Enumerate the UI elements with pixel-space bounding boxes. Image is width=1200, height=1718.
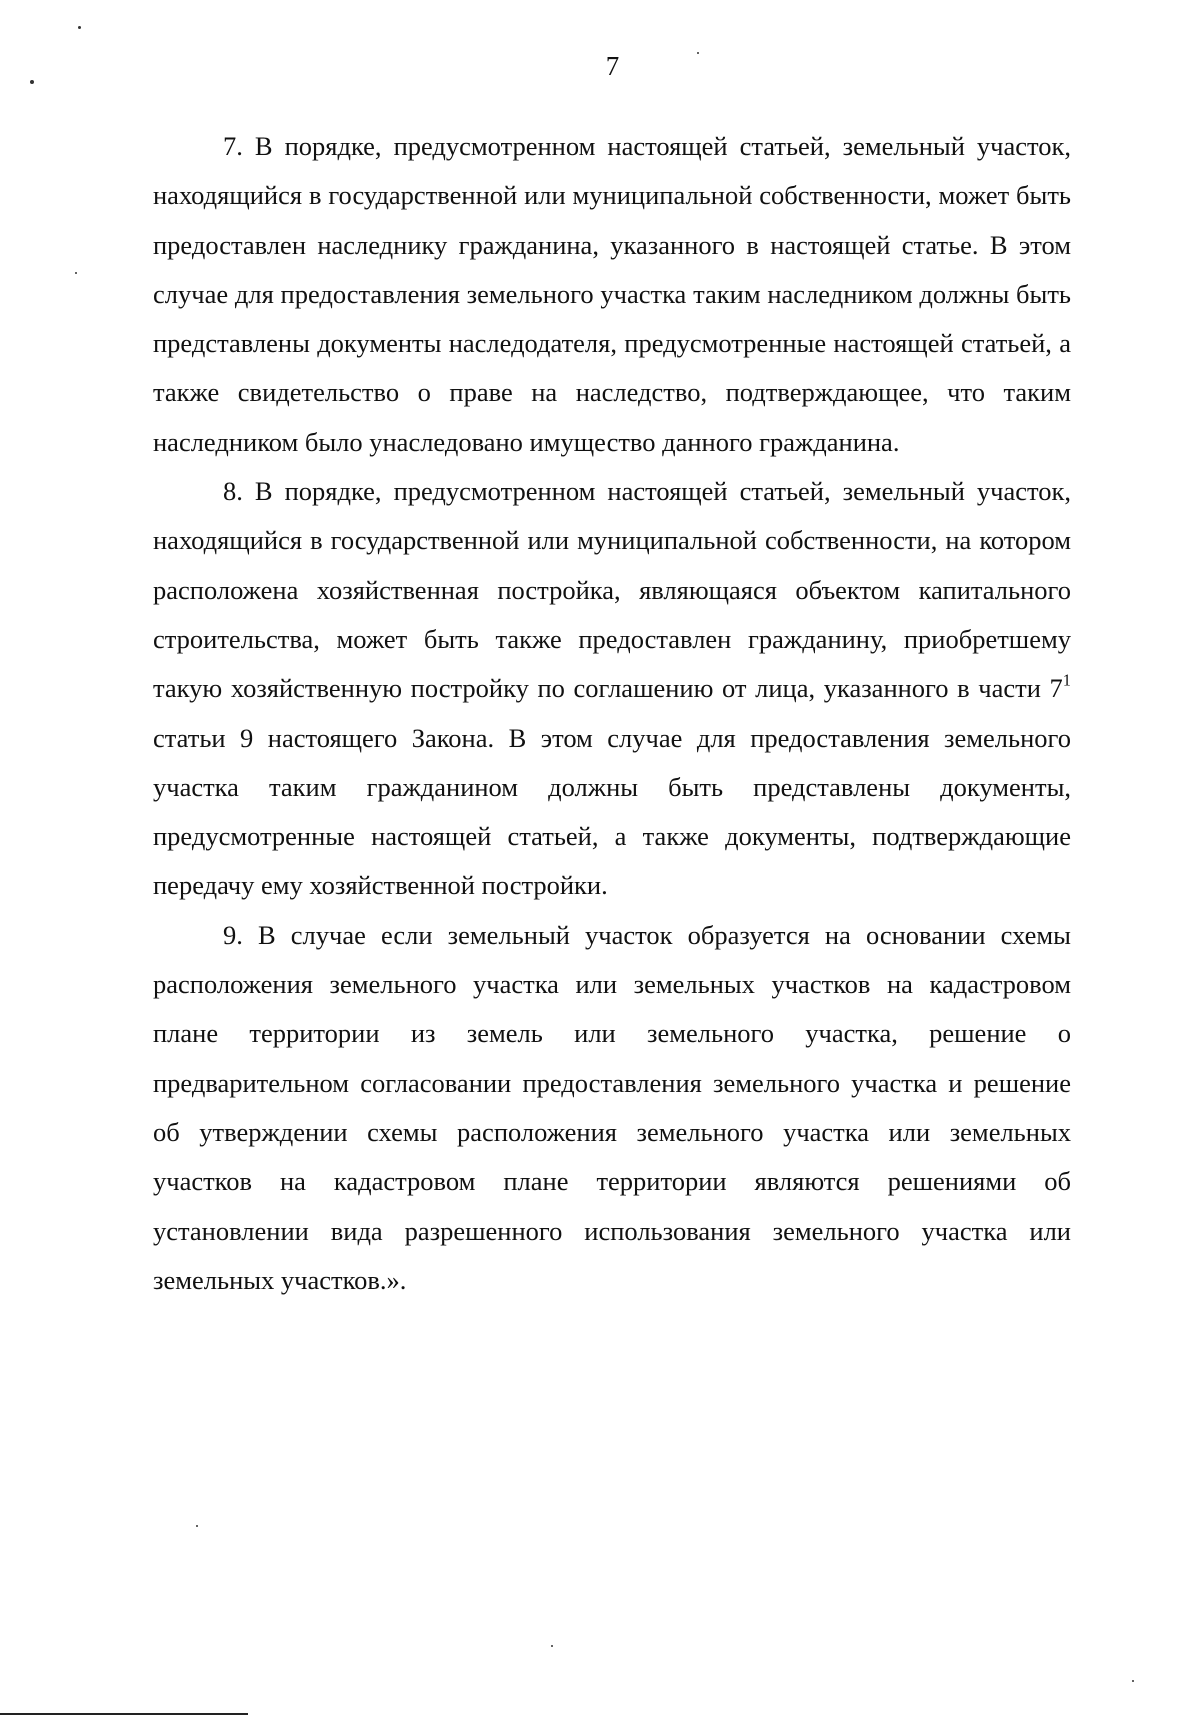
paragraph-8-text-after: статьи 9 настоящего Закона. В этом случае для предоставления земельного участка таким гражданином должны быть представлены документы, предусмотренные настоящей статьей, а также документы, подтверждающие передачу ему хозяйственной постройки.	[153, 722, 1071, 901]
scan-speck	[1132, 1680, 1134, 1682]
paragraph-8-text-before: 8. В порядке, предусмотренном настоящей статьей, земельный участок, находящийся в государственной или муниципальной собственности, на котором расположена хозяйственная постройка, являющаяся объектом капитального строительства, может быть также предоставлен гражданину, приобретшему такую хозяйственную постройку по соглашению от лица, указанного в части 7	[153, 476, 1071, 704]
document-body	[153, 122, 1071, 1305]
scan-speck	[30, 80, 34, 84]
paragraph-8	[153, 467, 1071, 911]
scan-speck	[75, 272, 77, 274]
bottom-rule	[0, 1713, 248, 1715]
paragraph-7: 7. В порядке, предусмотренном настоящей статьей, земельный участок, находящийся в государственной или муниципальной собственности, может быть предоставлен наследнику гражданина, указанного в настоящей статье. В этом случае для предоставления земельного участка таким наследником должны быть представлены документы наследодателя, предусмотренные настоящей статьей, а также свидетельство о праве на наследство, подтверждающее, что таким наследником было унаследовано имущество данного гражданина.	[153, 131, 1071, 457]
page-number: 7	[605, 51, 620, 81]
scan-speck	[551, 1645, 553, 1647]
scan-speck	[697, 52, 699, 54]
paragraph-8-superscript: 1	[1062, 670, 1071, 690]
paragraph-9: 9. В случае если земельный участок образуется на основании схемы расположения земельного участка или земельных участков на кадастровом плане территории из земель или земельного участка, решение о предварительном согласовании предоставления земельного участка и решение об утверждении схемы расположения земельного участка или земельных участков на кадастровом плане территории являются решениями об установлении вида разрешенного использования земельного участка или земельных участков.».	[153, 919, 1071, 1295]
scan-speck	[78, 26, 81, 29]
scan-speck	[196, 1525, 198, 1527]
